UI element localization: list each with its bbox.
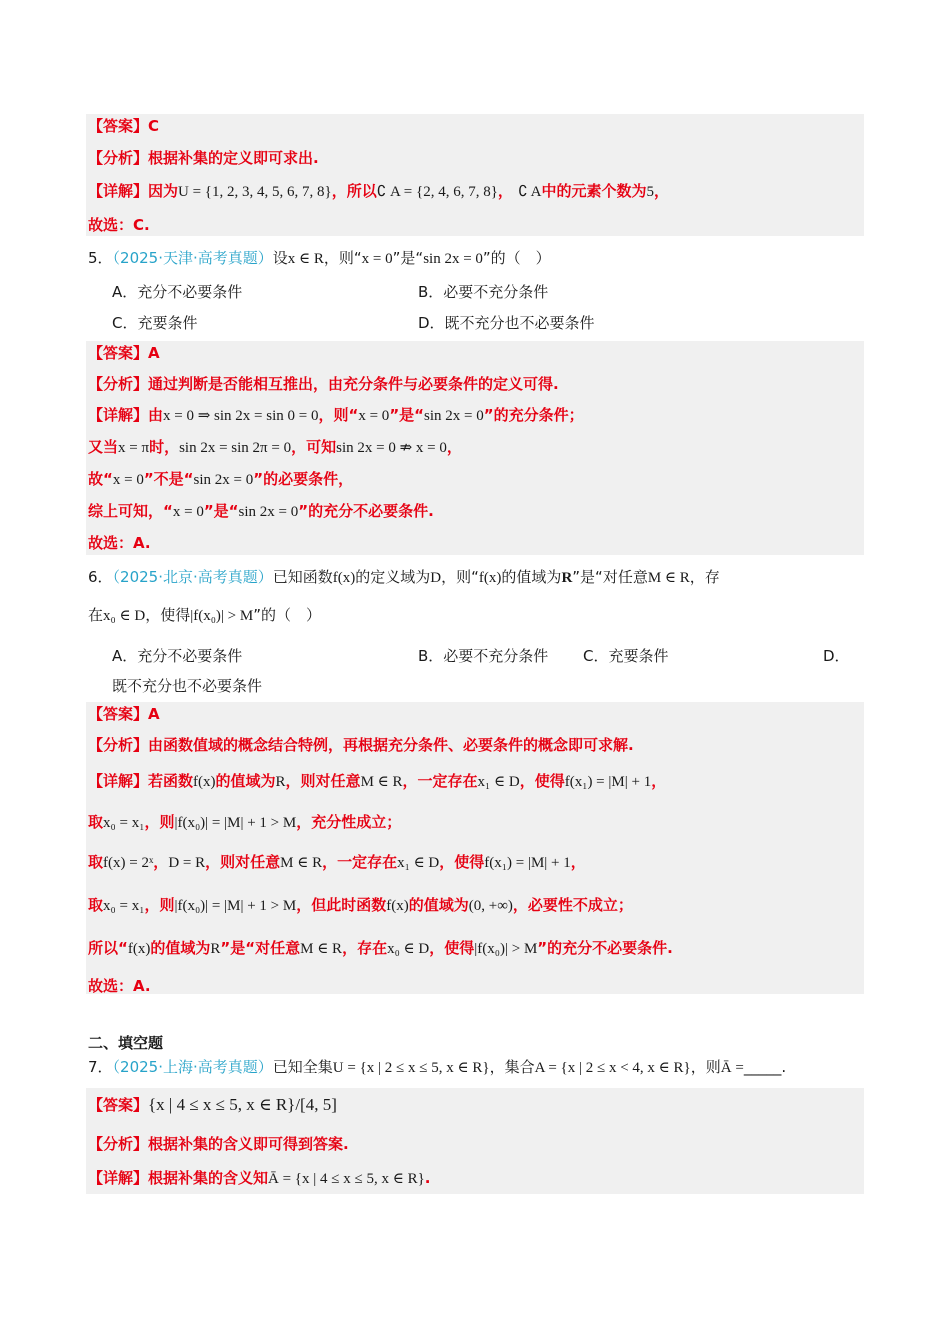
q5-stem-d: ”的（ ） bbox=[482, 249, 551, 267]
q7-source: （2025·上海·高考真题） bbox=[112, 1058, 273, 1076]
q5-stem-m1: x ∈ R bbox=[287, 251, 324, 267]
q6-detail-1 bbox=[88, 770, 666, 793]
q7-answer-label: 【答案】 bbox=[88, 1096, 149, 1114]
q6-d2-a: 取 bbox=[88, 813, 104, 831]
q4-detail-math2: ∁ A = {2, 4, 6, 7, 8} bbox=[376, 184, 498, 200]
q7-answer-math: {x | 4 ≤ x ≤ 5, x ∈ R}/[4, 5] bbox=[148, 1095, 337, 1114]
q5-detail-4 bbox=[88, 500, 434, 523]
q4-detail-math1: U = {1, 2, 3, 4, 5, 6, 7, 8} bbox=[178, 184, 332, 200]
q6-d4-m1: x₀ = x₁ bbox=[103, 898, 145, 914]
q6-stem-a: 已知函数 bbox=[272, 568, 333, 586]
q7-detail bbox=[88, 1167, 431, 1190]
q6-d4-m3: f(x) bbox=[386, 898, 409, 914]
q6-d4-a: 取 bbox=[88, 896, 104, 914]
q5-d4-a: 综上可知，“ bbox=[88, 502, 173, 520]
q6-d5-d: ，存在 bbox=[342, 939, 388, 957]
q5-stem-m3: sin 2x = 0 bbox=[423, 251, 483, 267]
q5-d3-m1: x = 0 bbox=[112, 472, 144, 488]
q6-stem-c: ，则“ bbox=[441, 568, 479, 586]
q4-detail-label: 【详解】因为 bbox=[88, 182, 179, 200]
q6-stem-f: ，存 bbox=[689, 568, 720, 586]
q6-d1-d: ，一定存在 bbox=[402, 772, 478, 790]
q4-detail-math3: ∁ A bbox=[518, 184, 542, 200]
q6-d3-c: ，则对任意 bbox=[205, 853, 281, 871]
q6-stem-m4: R bbox=[561, 570, 573, 586]
q4-detail-mid1: ，所以 bbox=[331, 182, 377, 200]
q6-d5-m1: f(x) bbox=[127, 941, 151, 957]
q5-d3-a: 故“ bbox=[88, 470, 113, 488]
q4-detail-math4: 5 bbox=[646, 184, 654, 200]
q5-d2-b: 时， bbox=[149, 438, 180, 456]
q6-detail-2 bbox=[88, 811, 401, 834]
q6-option-c: C．充要条件 bbox=[583, 647, 669, 665]
q5-d4-b: ”是“ bbox=[203, 502, 239, 520]
q6-analysis: 【分析】由函数值域的概念结合特例，再根据充分条件、必要条件的概念即可求解. bbox=[88, 736, 634, 754]
q5-stem-m2: x = 0 bbox=[361, 251, 393, 267]
q4-detail-mid2: ， bbox=[497, 182, 513, 200]
q6-d5-m5: |f(x₀)| > M bbox=[474, 941, 538, 957]
q6-d3-b: ， bbox=[153, 853, 169, 871]
q6-stem-line1 bbox=[88, 566, 720, 589]
q6-d3-m2: D = R bbox=[168, 855, 206, 871]
q6-d3-m1: f(x) = 2ˣ bbox=[103, 855, 154, 871]
q6-stem-line2 bbox=[88, 604, 321, 627]
q6-detail-5 bbox=[88, 937, 673, 960]
q6-d3-a: 取 bbox=[88, 853, 104, 871]
q5-stem-b: ，则“ bbox=[323, 249, 362, 267]
q7-stem-a: 已知全集 bbox=[272, 1058, 333, 1076]
q4-choice: 故选：C. bbox=[88, 216, 150, 234]
q7-stem-m2: A = {x | 2 ≤ x < 4, x ∈ R} bbox=[534, 1060, 691, 1076]
q5-d2-a: 又当 bbox=[88, 438, 119, 456]
q7-stem-c: ，则 bbox=[690, 1058, 721, 1076]
q6-option-b: B．必要不充分条件 bbox=[418, 647, 549, 665]
q5-detail-2 bbox=[88, 436, 462, 459]
q6-d1-label: 【详解】若函数 bbox=[88, 772, 194, 790]
q5-d4-c: ”的充分不必要条件. bbox=[298, 502, 434, 520]
q7-stem-d: . bbox=[781, 1058, 787, 1076]
q6-d1-m4: x₁ ∈ D bbox=[477, 774, 520, 790]
q6-d1-b: 的值域为 bbox=[215, 772, 276, 790]
q6-stem-m3: f(x) bbox=[478, 570, 502, 586]
q6-stem-m5: M ∈ R bbox=[647, 570, 690, 586]
q4-detail-end: ， bbox=[653, 182, 669, 200]
q6-d4-m4: (0, +∞) bbox=[468, 898, 513, 914]
q6-stem2-b: ，使得 bbox=[145, 606, 191, 624]
q5-stem bbox=[88, 247, 551, 270]
q4-detail-mid3: 中的元素个数为 bbox=[541, 182, 647, 200]
q6-d3-m5: f(x₁) = |M| + 1 bbox=[484, 855, 571, 871]
q4-analysis: 【分析】根据补集的定义即可求出. bbox=[88, 149, 319, 167]
q4-answer: 【答案】C bbox=[88, 117, 160, 135]
q6-d5-f: ”的充分不必要条件. bbox=[537, 939, 673, 957]
q6-number: 6． bbox=[88, 568, 113, 586]
q6-d4-d: 的值域为 bbox=[408, 896, 469, 914]
q5-d3-b: ”不是“ bbox=[143, 470, 194, 488]
q5-d3-m2: sin 2x = 0 bbox=[193, 472, 254, 488]
q6-d3-f: ， bbox=[570, 853, 586, 871]
q6-stem2-m2: |f(x₀)| > M bbox=[190, 608, 254, 624]
q6-d4-m2: |f(x₀)| = |M| + 1 > M bbox=[174, 898, 297, 914]
q7-number: 7． bbox=[88, 1058, 113, 1076]
q6-d4-b: ，则 bbox=[144, 896, 175, 914]
q6-d5-c: ”是“对任意 bbox=[220, 939, 301, 957]
q6-d3-e: ，使得 bbox=[439, 853, 485, 871]
q6-d5-b: 的值域为 bbox=[150, 939, 211, 957]
q5-analysis: 【分析】通过判断是否能相互推出，由充分条件与必要条件的定义可得. bbox=[88, 375, 559, 393]
q6-d5-m3: M ∈ R bbox=[300, 941, 343, 957]
q5-stem-a: 设 bbox=[272, 249, 288, 267]
q6-d1-m1: f(x) bbox=[193, 774, 216, 790]
q6-d1-m2: R bbox=[275, 774, 286, 790]
q5-choice: 故选：A. bbox=[88, 534, 151, 552]
q5-detail-1 bbox=[88, 404, 584, 427]
q6-d1-c: ，则对任意 bbox=[285, 772, 361, 790]
q5-option-c: C．充要条件 bbox=[112, 314, 198, 332]
q7-blank: _____ bbox=[743, 1058, 782, 1076]
q7-stem-m3: Ā = bbox=[720, 1060, 744, 1076]
q6-option-d-text: 既不充分也不必要条件 bbox=[112, 677, 263, 695]
q6-d2-b: ，则 bbox=[144, 813, 175, 831]
q5-d1-label: 【详解】由 bbox=[88, 406, 164, 424]
q6-d1-f: ， bbox=[651, 772, 667, 790]
q5-d4-m2: sin 2x = 0 bbox=[238, 504, 299, 520]
q6-d1-m5: f(x₁) = |M| + 1 bbox=[564, 774, 652, 790]
q7-analysis: 【分析】根据补集的含义即可得到答案. bbox=[88, 1135, 349, 1153]
q6-d1-m3: M ∈ R bbox=[360, 774, 403, 790]
q6-d5-m4: x₀ ∈ D bbox=[387, 941, 430, 957]
q6-stem-e: ”是“对任意 bbox=[572, 568, 648, 586]
q5-option-b: B．必要不充分条件 bbox=[418, 283, 549, 301]
q7-answer bbox=[88, 1094, 337, 1116]
q6-d2-c: ，充分性成立； bbox=[296, 813, 402, 831]
q7-stem bbox=[88, 1056, 786, 1079]
q6-stem2-a: 在 bbox=[88, 606, 104, 624]
q6-d5-a: 所以“ bbox=[88, 939, 128, 957]
q5-d3-c: ”的必要条件， bbox=[253, 470, 354, 488]
q6-choice: 故选：A. bbox=[88, 977, 151, 995]
q6-d3-d: ，一定存在 bbox=[322, 853, 398, 871]
q5-d2-c: ，可知 bbox=[291, 438, 337, 456]
q7-stem-b: ，集合 bbox=[489, 1058, 535, 1076]
section-heading: 二、填空题 bbox=[88, 1034, 164, 1052]
q5-d2-m3: sin 2x = 0 ⇏ x = 0 bbox=[336, 440, 447, 456]
q6-detail-3 bbox=[88, 851, 586, 874]
q6-d4-e: ，必要性不成立； bbox=[512, 896, 633, 914]
q6-detail-4 bbox=[88, 894, 633, 917]
q6-stem-m1: f(x) bbox=[332, 570, 356, 586]
q4-detail bbox=[88, 180, 669, 203]
q5-option-a: A．充分不必要条件 bbox=[112, 283, 243, 301]
q5-d2-m2: sin 2x = sin 2π = 0 bbox=[179, 440, 292, 456]
q6-d2-m1: x₀ = x₁ bbox=[103, 815, 145, 831]
q5-d1-end: ”的充分条件； bbox=[483, 406, 584, 424]
q5-d4-m1: x = 0 bbox=[172, 504, 204, 520]
q6-stem-m2: D bbox=[430, 570, 442, 586]
q4-solution-block bbox=[86, 114, 864, 236]
q5-stem-c: ”是“ bbox=[392, 249, 424, 267]
q5-answer: 【答案】A bbox=[88, 344, 160, 362]
q7-detail-math: Ā = {x | 4 ≤ x ≤ 5, x ∈ R} bbox=[268, 1171, 425, 1187]
q7-detail-end: . bbox=[424, 1169, 431, 1187]
q7-detail-label: 【详解】根据补集的含义知 bbox=[88, 1169, 269, 1187]
q6-d2-m2: |f(x₀)| = |M| + 1 > M bbox=[174, 815, 297, 831]
q5-d1-mid: ，则“ bbox=[318, 406, 359, 424]
q6-stem-d: 的值域为 bbox=[501, 568, 562, 586]
q5-source: （2025·天津·高考真题） bbox=[112, 249, 273, 267]
q5-d2-m1: x = π bbox=[118, 440, 150, 456]
q6-d1-e: ，使得 bbox=[519, 772, 565, 790]
q6-stem2-c: ”的（ ） bbox=[253, 606, 322, 624]
q6-option-a: A．充分不必要条件 bbox=[112, 647, 243, 665]
q5-d1-math: x = 0 ⇒ sin 2x = sin 0 = 0 bbox=[163, 408, 319, 424]
q5-d1-math2: x = 0 bbox=[358, 408, 390, 424]
q7-stem-m1: U = {x | 2 ≤ x ≤ 5, x ∈ R} bbox=[332, 1060, 490, 1076]
q6-d4-c: ，但此时函数 bbox=[296, 896, 387, 914]
q5-option-d: D．既不充分也不必要条件 bbox=[418, 314, 595, 332]
q6-source: （2025·北京·高考真题） bbox=[112, 568, 273, 586]
q6-d5-e: ，使得 bbox=[429, 939, 475, 957]
q6-stem-b: 的定义域为 bbox=[355, 568, 431, 586]
q5-d1-mid2: ”是“ bbox=[389, 406, 425, 424]
q6-d3-m4: x₁ ∈ D bbox=[397, 855, 440, 871]
q6-stem2-m1: x₀ ∈ D bbox=[103, 608, 146, 624]
q6-d3-m3: M ∈ R bbox=[280, 855, 323, 871]
q6-answer: 【答案】A bbox=[88, 705, 160, 723]
q5-number: 5． bbox=[88, 249, 113, 267]
q5-d1-math3: sin 2x = 0 bbox=[424, 408, 484, 424]
q6-option-d-label: D． bbox=[823, 647, 850, 665]
q6-d5-m2: R bbox=[210, 941, 221, 957]
q5-d2-d: ， bbox=[446, 438, 462, 456]
q5-detail-3 bbox=[88, 468, 353, 491]
